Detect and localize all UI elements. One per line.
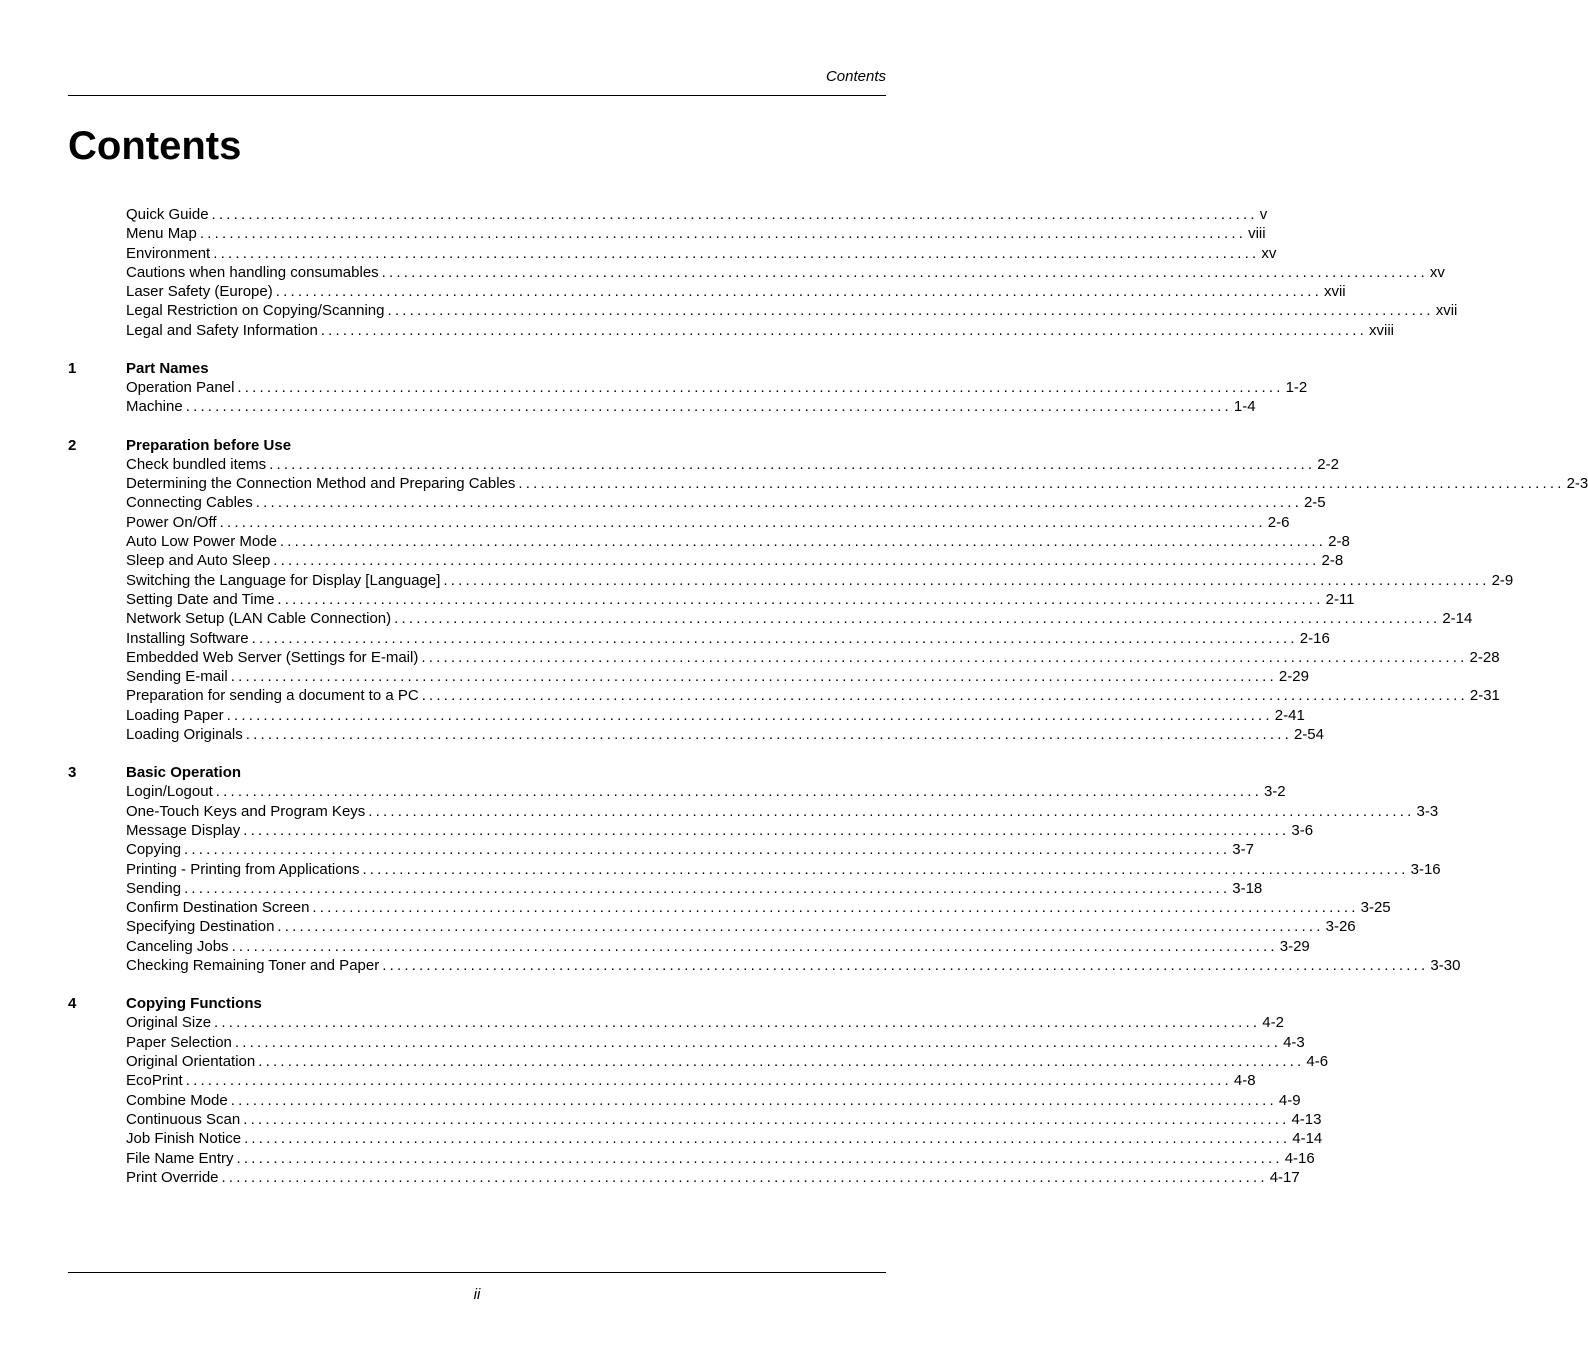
toc-leader-dots: .............................................................................................................................................. [185, 398, 1232, 416]
toc-entry[interactable] [126, 917, 1356, 936]
toc-leader-dots: .............................................................................................................................................. [258, 1053, 1305, 1071]
toc-entry-label: EcoPrint [126, 1072, 183, 1090]
toc-leader-dots: .............................................................................................................................................. [320, 321, 1367, 339]
toc-leader-dots: .............................................................................................................................................. [277, 918, 1324, 936]
toc-entry-page: 2-14 [1442, 610, 1473, 628]
toc-entry-label: Confirm Destination Screen [126, 899, 310, 917]
toc-entry-label: Operation Panel [126, 379, 235, 397]
toc-entry[interactable] [126, 590, 1355, 609]
toc-entry-label: Embedded Web Server (Settings for E-mail) [126, 648, 419, 666]
toc-entry-label: File Name Entry [126, 1149, 234, 1167]
toc-entry-page: 4-6 [1306, 1053, 1329, 1071]
toc-entry-label: Environment [126, 244, 211, 262]
footer-rule [68, 1272, 886, 1273]
toc-entry-page: 3-7 [1232, 841, 1254, 859]
toc-leader-dots: .............................................................................................................................................. [382, 957, 1429, 975]
toc-entry[interactable] [126, 879, 1263, 898]
toc-entry-label: Network Setup (LAN Cable Connection) [126, 610, 392, 628]
toc-entry[interactable] [126, 224, 1266, 243]
chapter-title: Basic Operation [126, 764, 242, 782]
chapter-section [68, 359, 1308, 417]
toc-leader-dots: .............................................................................................................................................. [243, 1110, 1290, 1128]
toc-entry-page: 2-9 [1491, 571, 1514, 589]
toc-entry[interactable] [126, 513, 1290, 532]
toc-entry-label: Combine Mode [126, 1091, 228, 1109]
toc-leader-dots: .............................................................................................................................................. [421, 687, 1468, 705]
toc-entry-page: 3-29 [1279, 937, 1310, 955]
toc-entry[interactable] [126, 860, 1441, 879]
toc-entry[interactable] [126, 609, 1473, 628]
toc-entry-page: 3-3 [1416, 802, 1439, 820]
toc-leader-dots: .............................................................................................................................................. [269, 455, 1316, 473]
toc-entry-label: Original Size [126, 1014, 212, 1032]
header-rule [68, 95, 886, 96]
toc-entry-label: Determining the Connection Method and Preparing Cables [126, 475, 516, 493]
toc-leader-dots: .............................................................................................................................................. [219, 513, 1266, 531]
toc-leader-dots: .............................................................................................................................................. [245, 726, 1292, 744]
toc-entry-page: 2-6 [1267, 513, 1290, 531]
toc-entry[interactable] [126, 1110, 1322, 1129]
toc-entry[interactable] [126, 725, 1324, 744]
toc-entry[interactable] [126, 205, 1268, 224]
chapter-heading[interactable] [68, 763, 818, 782]
toc-leader-dots: .............................................................................................................................................. [244, 1130, 1291, 1148]
toc-entry[interactable] [126, 821, 1314, 840]
toc-entry-page: xv [1429, 263, 1445, 281]
toc-entry-label: Power On/Off [126, 513, 217, 531]
toc-entry-page: xviii [1368, 321, 1394, 339]
toc-entry-page: xvii [1323, 283, 1346, 301]
toc-entry[interactable] [126, 282, 1346, 301]
toc-entry-label: Sleep and Auto Sleep [126, 552, 271, 570]
toc-entry[interactable] [126, 301, 1458, 320]
toc-entry-page: 3-30 [1430, 957, 1461, 975]
toc-entry[interactable] [126, 397, 1256, 416]
toc-entry-label: Menu Map [126, 225, 197, 243]
toc-leader-dots: .............................................................................................................................................. [277, 590, 1324, 608]
toc-entry[interactable] [126, 1129, 1323, 1148]
toc-entry-label: Check bundled items [126, 455, 267, 473]
running-head: Contents [825, 68, 886, 85]
toc-entry[interactable] [126, 1033, 1305, 1052]
toc-entry[interactable] [126, 840, 1254, 859]
toc-entry-label: Paper Selection [126, 1033, 232, 1051]
toc-leader-dots: .............................................................................................................................................. [394, 610, 1441, 628]
toc-entry-page: viii [1248, 225, 1266, 243]
toc-leader-dots: .............................................................................................................................................. [251, 629, 1298, 647]
page-title: Contents [68, 124, 242, 168]
toc-entry[interactable] [126, 1091, 1301, 1110]
toc-entry[interactable] [126, 551, 1344, 570]
toc-leader-dots: .............................................................................................................................................. [213, 244, 1260, 262]
front-matter-section [68, 205, 1458, 340]
toc-entry-page: 3-25 [1360, 899, 1391, 917]
toc-leader-dots: .............................................................................................................................................. [362, 860, 1409, 878]
toc-leader-dots: .............................................................................................................................................. [221, 1168, 1268, 1186]
toc-entry-label: Cautions when handling consumables [126, 263, 379, 281]
toc-entry-page: 2-41 [1274, 706, 1305, 724]
chapter-number: 1 [68, 359, 77, 377]
toc-leader-dots: .............................................................................................................................................. [236, 1149, 1283, 1167]
toc-entry-page: 2-29 [1278, 668, 1309, 686]
toc-entry[interactable] [126, 686, 1500, 705]
chapter-section [68, 994, 1329, 1187]
toc-leader-dots: .............................................................................................................................................. [275, 283, 1322, 301]
toc-entry-page: 2-2 [1317, 455, 1339, 473]
chapter-number: 2 [68, 436, 77, 454]
toc-entry-page: 4-3 [1283, 1033, 1305, 1051]
toc-leader-dots: .............................................................................................................................................. [231, 937, 1278, 955]
toc-entry[interactable] [126, 474, 1588, 493]
toc-entry-page: 2-28 [1469, 648, 1500, 666]
toc-entry-page: 3-26 [1325, 918, 1356, 936]
toc-entry-page: 4-13 [1291, 1110, 1322, 1128]
toc-entry[interactable] [126, 571, 1514, 590]
toc-entry-page: 2-3 [1566, 475, 1588, 493]
toc-entry[interactable] [126, 493, 1326, 512]
chapter-title: Copying Functions [126, 995, 262, 1013]
toc-entry[interactable] [126, 244, 1277, 263]
toc-entry-label: Continuous Scan [126, 1110, 241, 1128]
toc-entry[interactable] [126, 648, 1500, 667]
toc-entry-label: Connecting Cables [126, 494, 253, 512]
toc-entry-page: 4-2 [1262, 1014, 1284, 1032]
toc-entry-page: xv [1261, 244, 1277, 262]
chapter-title: Part Names [126, 359, 209, 377]
toc-entry-label: Quick Guide [126, 206, 209, 223]
toc-entry[interactable] [126, 455, 1339, 474]
toc-leader-dots: .............................................................................................................................................. [184, 879, 1231, 897]
toc-entry-page: 2-16 [1299, 629, 1330, 647]
toc-entry-page: 2-5 [1303, 494, 1326, 512]
toc-entry-label: Loading Originals [126, 726, 243, 744]
toc-entry-page: 4-17 [1269, 1168, 1300, 1186]
toc-entry-label: Original Orientation [126, 1053, 256, 1071]
toc-entry-page: v [1259, 206, 1268, 223]
toc-entry[interactable] [126, 1071, 1256, 1090]
toc-entry[interactable] [126, 629, 1330, 648]
toc-entry-label: Sending E-mail [126, 668, 228, 686]
toc-leader-dots: .............................................................................................................................................. [230, 668, 1277, 686]
chapter-heading[interactable] [68, 436, 818, 455]
toc-entry[interactable] [126, 667, 1309, 686]
toc-entry-label: Auto Low Power Mode [126, 533, 277, 551]
toc-entry-label: Canceling Jobs [126, 937, 229, 955]
toc-entry-page: 4-14 [1292, 1130, 1323, 1148]
toc-entry-page: 2-31 [1469, 687, 1500, 705]
toc-entry-label: Copying [126, 841, 182, 859]
toc-entry-page: 2-54 [1293, 726, 1324, 744]
toc-entry[interactable] [126, 1149, 1315, 1168]
toc-entry-page: 2-8 [1328, 533, 1350, 551]
toc-leader-dots: .............................................................................................................................................. [234, 1033, 1282, 1051]
toc-entry-label: Print Override [126, 1168, 219, 1186]
toc-entry[interactable] [126, 321, 1394, 340]
toc-entry-label: One-Touch Keys and Program Keys [126, 802, 366, 820]
toc-leader-dots: .............................................................................................................................................. [230, 1091, 1277, 1109]
toc-entry-page: 3-2 [1263, 783, 1286, 801]
toc-entry-label: Sending [126, 879, 182, 897]
page-number: ii [473, 1286, 481, 1303]
toc-entry-page: 1-4 [1233, 398, 1256, 416]
toc-leader-dots: .............................................................................................................................................. [273, 552, 1320, 570]
toc-leader-dots: .............................................................................................................................................. [443, 571, 1490, 589]
toc-leader-dots: .............................................................................................................................................. [255, 494, 1302, 512]
chapter-section [68, 436, 1588, 745]
chapter-section [68, 763, 1461, 975]
toc-entry[interactable] [126, 706, 1305, 725]
toc-entry-label: Job Finish Notice [126, 1130, 242, 1148]
table-of-contents [68, 205, 1588, 1206]
chapter-heading[interactable] [68, 359, 818, 378]
toc-entry-page: 3-16 [1410, 860, 1441, 878]
toc-leader-dots: .............................................................................................................................................. [381, 263, 1428, 281]
toc-entry[interactable] [126, 782, 1286, 801]
toc-leader-dots: .............................................................................................................................................. [518, 475, 1565, 493]
toc-leader-dots: .............................................................................................................................................. [211, 206, 1258, 223]
toc-leader-dots: .............................................................................................................................................. [243, 822, 1290, 839]
toc-entry-label: Legal Restriction on Copying/Scanning [126, 302, 385, 320]
toc-entry-page: 4-9 [1278, 1091, 1301, 1109]
toc-entry-label: Message Display [126, 822, 241, 839]
toc-entry-page: 3-18 [1232, 879, 1263, 897]
toc-entry-label: Machine [126, 398, 183, 416]
toc-entry-label: Printing - Printing from Applications [126, 860, 360, 878]
toc-entry-label: Loading Paper [126, 706, 224, 724]
toc-entry[interactable] [126, 937, 1310, 956]
toc-leader-dots: .............................................................................................................................................. [237, 379, 1284, 397]
toc-entry[interactable] [126, 1168, 1300, 1187]
toc-leader-dots: .............................................................................................................................................. [312, 899, 1359, 917]
chapter-heading[interactable] [68, 994, 818, 1013]
toc-entry-page: 2-11 [1325, 590, 1355, 608]
toc-entry[interactable] [126, 956, 1461, 975]
toc-entry[interactable] [126, 1052, 1329, 1071]
toc-entry[interactable] [126, 378, 1308, 397]
toc-leader-dots: .............................................................................................................................................. [199, 225, 1247, 243]
toc-leader-dots: .............................................................................................................................................. [421, 648, 1468, 666]
toc-leader-dots: .............................................................................................................................................. [185, 1072, 1232, 1090]
toc-leader-dots: .............................................................................................................................................. [214, 1014, 1261, 1032]
toc-entry-label: Checking Remaining Toner and Paper [126, 957, 380, 975]
toc-leader-dots: .............................................................................................................................................. [279, 533, 1327, 551]
toc-entry-label: Login/Logout [126, 783, 213, 801]
toc-entry-page: 4-8 [1233, 1072, 1256, 1090]
toc-entry-label: Installing Software [126, 629, 249, 647]
toc-entry-label: Laser Safety (Europe) [126, 283, 273, 301]
toc-entry[interactable] [126, 532, 1350, 551]
chapter-title: Preparation before Use [126, 436, 292, 454]
chapter-number: 3 [68, 764, 77, 782]
toc-leader-dots: .............................................................................................................................................. [368, 802, 1415, 820]
toc-entry-page: 3-6 [1291, 822, 1314, 839]
toc-entry[interactable] [126, 263, 1445, 282]
toc-entry-page: xvii [1435, 302, 1458, 320]
toc-leader-dots: .............................................................................................................................................. [387, 302, 1434, 320]
toc-entry-page: 4-16 [1284, 1149, 1315, 1167]
chapter-number: 4 [68, 995, 77, 1013]
toc-entry[interactable] [126, 898, 1391, 917]
toc-leader-dots: .............................................................................................................................................. [184, 841, 1231, 859]
toc-entry-label: Switching the Language for Display [Language] [126, 571, 441, 589]
toc-entry-label: Legal and Safety Information [126, 321, 318, 339]
toc-entry-label: Specifying Destination [126, 918, 275, 936]
toc-entry-label: Setting Date and Time [126, 590, 275, 608]
toc-entry[interactable] [126, 1013, 1284, 1032]
toc-entry[interactable] [126, 802, 1439, 821]
toc-entry-page: 1-2 [1285, 379, 1308, 397]
toc-leader-dots: .............................................................................................................................................. [226, 706, 1273, 724]
toc-entry-page: 2-8 [1321, 552, 1344, 570]
toc-leader-dots: .............................................................................................................................................. [215, 783, 1262, 801]
toc-entry-label: Preparation for sending a document to a PC [126, 687, 419, 705]
